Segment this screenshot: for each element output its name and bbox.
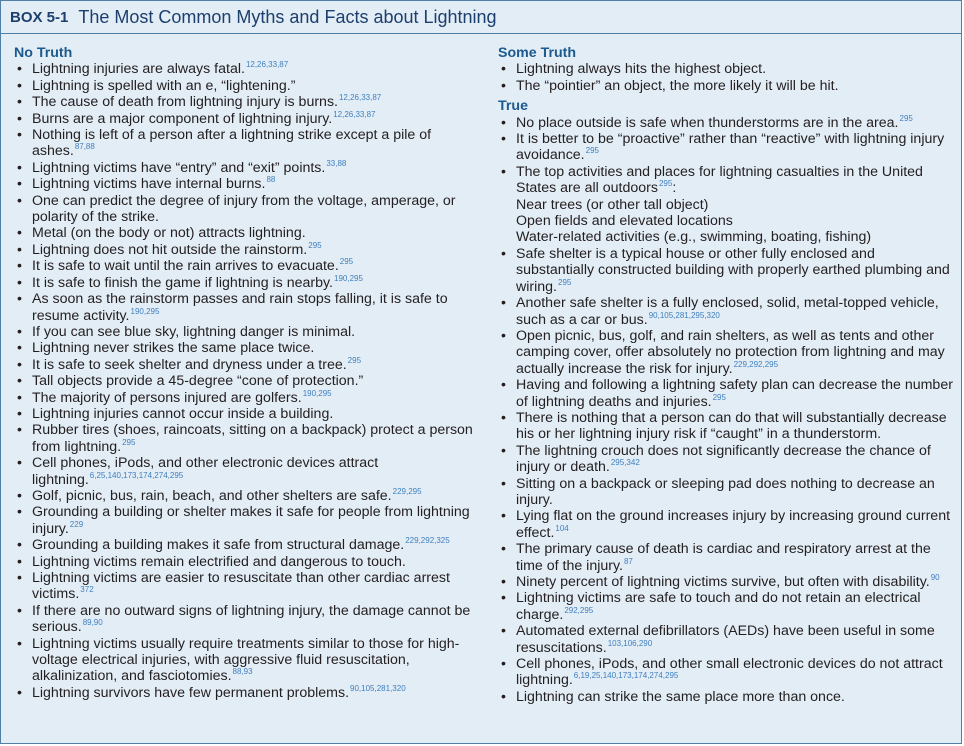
item-text: Lightning always hits the highest object. xyxy=(516,61,767,78)
citation-ref: 295 xyxy=(339,257,354,267)
citation-ref: 229,292,325 xyxy=(405,536,450,546)
item-text: As soon as the rainstorm passes and rain stops falling, it is safe to resume activity. xyxy=(32,291,448,324)
item-text: The majority of persons injured are golfers. xyxy=(32,389,302,406)
citation-ref: 295 xyxy=(122,437,136,447)
list-item xyxy=(14,390,478,406)
list-item xyxy=(14,504,478,537)
item-text: The primary cause of death is cardiac and respiratory arrest at the time of the injury. xyxy=(516,541,931,574)
item-text: Having and following a lightning safety plan can decrease the number of lightning deaths and injuries. xyxy=(516,377,953,410)
citation-ref: 103,106,290 xyxy=(607,638,653,648)
citation-ref: 229,292,295 xyxy=(733,359,779,369)
citation-ref: 295 xyxy=(585,146,599,156)
item-text: One can predict the degree of injury from the voltage, amperage, or polarity of the strike. xyxy=(32,192,456,226)
list-item xyxy=(14,193,478,226)
list-item xyxy=(498,115,956,131)
item-text: It is safe to finish the game if lightning is nearby. xyxy=(32,274,333,291)
citation-ref: 292,295 xyxy=(564,605,594,615)
list-item xyxy=(498,377,956,410)
list-item xyxy=(498,443,956,476)
list-item xyxy=(498,78,956,94)
item-text: No place outside is safe when thunderstorms are in the area. xyxy=(516,114,899,131)
item-text: Lightning victims usually require treatments similar to those for high-voltage electrical injuries, with aggressive fluid resuscitation, alkalinization, and fasciotomies. xyxy=(32,635,460,685)
citation-ref: 89,90 xyxy=(82,618,103,628)
list-item xyxy=(14,488,478,504)
list-item xyxy=(14,636,478,685)
list-item xyxy=(14,176,478,192)
item-text: Lightning victims have “entry” and “exit” points. xyxy=(32,159,326,176)
list-item xyxy=(498,131,956,164)
item-text: Golf, picnic, bus, rain, beach, and other shelters are safe. xyxy=(32,487,392,504)
list-item xyxy=(14,537,478,553)
item-text: It is safe to wait until the rain arrives to evacuate. xyxy=(32,258,339,275)
sub-item: Water-related activities (e.g., swimming, boating, fishing) xyxy=(516,229,872,246)
citation-ref: 33,88 xyxy=(326,158,347,168)
item-text: Lightning victims are easier to resuscitate than other cardiac arrest victims. xyxy=(32,570,450,603)
list-item xyxy=(498,574,956,590)
citation-ref: 190,295 xyxy=(302,388,332,398)
list-item xyxy=(14,603,478,636)
item-text: Lightning victims remain electrified and dangerous to touch. xyxy=(32,553,406,570)
citation-ref: 295 xyxy=(658,179,673,189)
citation-ref: 87,88 xyxy=(74,142,95,152)
list-item xyxy=(14,357,478,373)
citation-ref: 295 xyxy=(558,277,572,287)
list-item xyxy=(14,685,478,701)
list-item xyxy=(14,340,478,356)
list-item xyxy=(14,373,478,389)
list-item xyxy=(14,570,478,603)
item-text: It is safe to seek shelter and dryness under a tree. xyxy=(32,356,347,373)
citation-ref: 190,295 xyxy=(130,306,160,316)
item-text: Safe shelter is a typical house or other fully enclosed and substantially constructed building with properly earthed plumbing and wiring. xyxy=(516,245,950,295)
item-text: Lightning survivors have few permanent problems. xyxy=(32,684,350,701)
citation-ref: 229 xyxy=(69,519,84,529)
item-suffix: : xyxy=(672,180,677,197)
item-text: If you can see blue sky, lightning danger is minimal. xyxy=(32,323,356,340)
citation-ref: 90,105,281,295,320 xyxy=(648,310,720,320)
true-heading: True xyxy=(498,98,528,115)
citation-ref: 12,26,33,87 xyxy=(245,60,289,70)
item-text: The “pointier” an object, the more likely it will be hit. xyxy=(516,77,839,94)
citation-ref: 88,93 xyxy=(232,667,253,677)
item-text: Sitting on a backpack or sleeping pad does nothing to decrease an injury. xyxy=(516,475,935,508)
list-item xyxy=(498,246,956,295)
citation-ref: 87 xyxy=(623,556,633,566)
item-text: If there are no outward signs of lightning injury, the damage cannot be serious. xyxy=(32,602,471,636)
item-text: It is better to be “proactive” rather than “reactive” with lightning injury avoidance. xyxy=(516,131,945,164)
list-item xyxy=(14,258,478,274)
list-item xyxy=(14,61,478,77)
citation-ref: 295 xyxy=(347,355,362,365)
list-item xyxy=(498,476,956,509)
citation-ref: 295 xyxy=(899,113,913,123)
item-text: Lightning does not hit outside the rainstorm. xyxy=(32,241,308,258)
item-text: Lying flat on the ground increases injury by increasing ground current effect. xyxy=(516,508,951,541)
true-list xyxy=(498,115,956,706)
citation-ref: 12,26,33,87 xyxy=(338,93,382,103)
list-item xyxy=(14,422,478,455)
item-text: Burns are a major component of lightning injury. xyxy=(32,110,333,127)
citation-ref: 295 xyxy=(308,240,322,250)
citation-ref: 295,342 xyxy=(610,458,640,468)
list-item xyxy=(498,590,956,623)
box-title: The Most Common Myths and Facts about Lightning xyxy=(78,6,497,27)
no-truth-heading: No Truth xyxy=(14,45,73,61)
list-item xyxy=(498,164,956,197)
item-text: Rubber tires (shoes, raincoats, sitting on a backpack) protect a person from lightning. xyxy=(32,422,473,455)
item-text: Tall objects provide a 45-degree “cone of protection.” xyxy=(32,373,364,390)
citation-ref: 190,295 xyxy=(334,273,363,283)
item-text: The top activities and places for lightning casualties in the United States are all outdoors xyxy=(516,163,923,197)
item-text: Lightning injuries are always fatal. xyxy=(32,61,245,78)
citation-ref: 6,19,25,140,173,174,274,295 xyxy=(573,671,679,681)
citation-ref: 229,295 xyxy=(392,486,422,496)
item-text: The cause of death from lightning injury is burns. xyxy=(32,94,338,111)
item-text: Nothing is left of a person after a lightning strike except a pile of ashes. xyxy=(32,127,432,160)
item-text: Grounding a building makes it safe from structural damage. xyxy=(32,537,405,554)
item-text: Another safe shelter is a fully enclosed, solid, metal-topped vehicle, such as a car or bus. xyxy=(516,295,939,328)
citation-ref: 6,25,140,173,174,274,295 xyxy=(89,470,184,480)
citation-ref: 90,105,281,320 xyxy=(350,683,406,693)
citation-ref: 295 xyxy=(712,392,726,402)
item-text: Lightning victims have internal burns. xyxy=(32,176,266,193)
list-item xyxy=(498,295,956,328)
item-text: Cell phones, iPods, and other small electronic devices do not attract lightning. xyxy=(516,656,943,689)
list-item xyxy=(498,656,956,689)
item-text: Open picnic, bus, golf, and rain shelters, as well as tents and other camping cover, offer absolutely no protection from lightning and may actually increase the risk for injury. xyxy=(516,327,945,377)
list-item xyxy=(14,127,478,160)
list-item xyxy=(14,94,478,110)
item-text: Metal (on the body or not) attracts lightning. xyxy=(32,225,306,242)
list-item xyxy=(14,225,478,241)
list-item xyxy=(14,324,478,340)
list-item xyxy=(14,160,478,176)
list-item xyxy=(14,78,478,94)
sub-item: Near trees (or other tall object) xyxy=(516,196,709,213)
citation-ref: 104 xyxy=(555,523,569,533)
item-text: Automated external defibrillators (AEDs) have been useful in some resuscitations. xyxy=(516,623,935,656)
item-text: Lightning injuries cannot occur inside a building. xyxy=(32,405,334,422)
item-text: Cell phones, iPods, and other electronic devices attract lightning. xyxy=(32,455,379,488)
citation-ref: 90 xyxy=(930,573,940,582)
list-item xyxy=(14,242,478,258)
citation-ref: 372 xyxy=(80,585,94,595)
no-truth-list xyxy=(14,61,478,701)
list-item xyxy=(498,61,956,77)
item-text: Ninety percent of lightning victims survive, but often with disability. xyxy=(516,574,930,590)
item-text: Lightning never strikes the same place twice. xyxy=(32,340,315,357)
list-item xyxy=(498,689,956,705)
item-text: The lightning crouch does not significantly decrease the chance of injury or death. xyxy=(516,442,931,476)
citation-ref: 88 xyxy=(266,175,276,185)
box-label: BOX 5-1 xyxy=(10,8,69,26)
citation-ref: 12,26,33,87 xyxy=(333,109,376,119)
list-item xyxy=(14,406,478,422)
list-item xyxy=(14,554,478,570)
list-item xyxy=(14,291,478,324)
some-truth-heading: Some Truth xyxy=(498,45,577,61)
list-item xyxy=(498,410,956,443)
sub-item: Open fields and elevated locations xyxy=(516,213,733,230)
list-item xyxy=(14,275,478,291)
list-item xyxy=(498,541,956,574)
item-text: Grounding a building or shelter makes it safe for people from lightning injury. xyxy=(32,504,470,537)
item-text: Lightning is spelled with an e, “lightening.” xyxy=(32,77,296,94)
item-text: There is nothing that a person can do that will substantially decrease his or her lightning injury risk if “caught” in a thunderstorm. xyxy=(516,409,947,443)
right-column xyxy=(498,45,956,705)
list-item xyxy=(14,111,478,127)
item-text: Lightning victims are safe to touch and do not retain an electrical charge. xyxy=(516,590,921,623)
list-item xyxy=(14,455,478,488)
list-item xyxy=(498,328,956,377)
left-column xyxy=(14,45,478,701)
item-text: Lightning can strike the same place more than once. xyxy=(516,688,845,705)
some-truth-list xyxy=(498,61,956,94)
list-item xyxy=(498,508,956,541)
list-item xyxy=(498,623,956,656)
box-header xyxy=(1,1,961,34)
